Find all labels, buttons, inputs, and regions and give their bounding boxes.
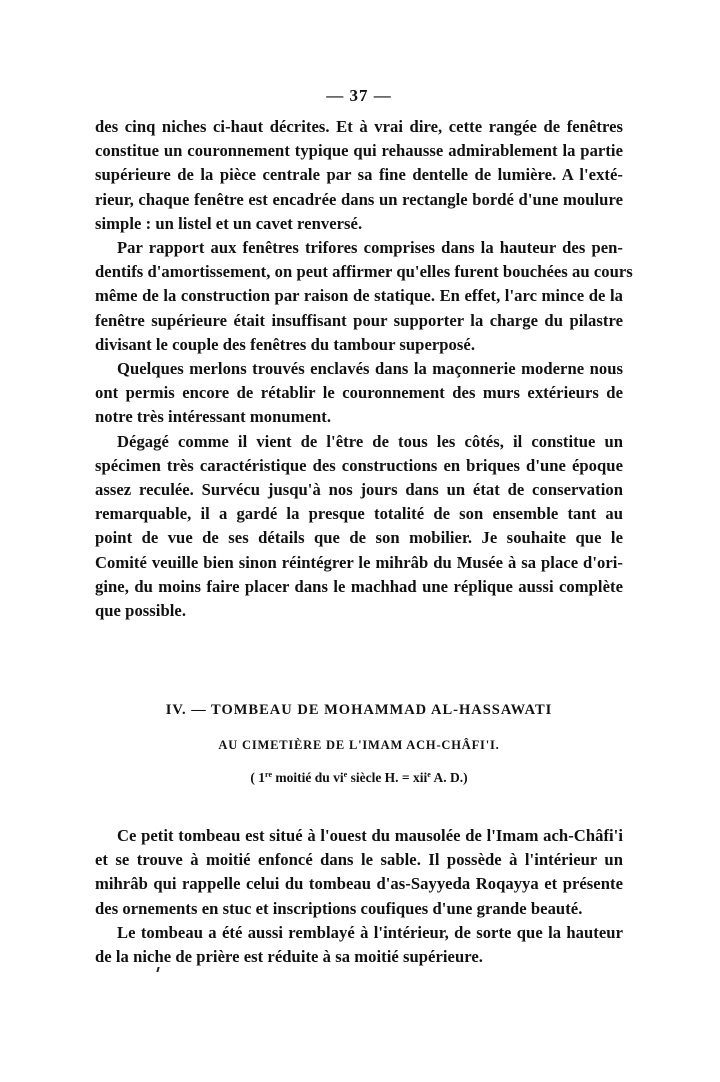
text-line: assez reculée. Survécu jusqu'à nos jours dans un état de conservation — [95, 480, 623, 500]
text-line: que possible. — [95, 601, 187, 621]
text-line: supérieure de la pièce centrale par sa fine dentelle de lumière. A l'exté- — [95, 165, 623, 185]
date-superscript: re — [265, 770, 272, 779]
date-text: A. D.) — [430, 770, 468, 785]
text-line: rieur, chaque fenêtre est encadrée dans un rectangle bordé d'une moulure — [95, 189, 623, 209]
paragraph — [95, 824, 623, 921]
text-line: gine, du moins faire placer dans le machhad une réplique aussi complète — [95, 576, 623, 596]
text-line: divisant le couple des fenêtres du tambour superposé. — [95, 334, 476, 354]
section-subtitle: AU CIMETIÈRE DE L'IMAM ACH-CHÂFI'I. — [218, 738, 500, 752]
paragraph — [95, 115, 623, 236]
date-superscript: e — [343, 770, 348, 779]
text-line: et se trouve à moitié enfoncé dans le sable. Il possède à l'intérieur un — [95, 850, 623, 870]
text-line: constitue un couronnement typique qui rehausse admirablement la partie — [95, 141, 623, 161]
section-1-body — [95, 115, 633, 623]
paragraph — [95, 236, 633, 357]
text-line: notre très intéressant monument. — [95, 407, 332, 427]
text-line: Comité veuille bien sinon réintégrer le mihrâb du Musée à sa place d'ori- — [95, 552, 623, 572]
text-line: ont permis encore de rétablir le couronnement des murs extérieurs de — [95, 383, 623, 403]
text-line: de la niche de prière est réduite à sa moitié supérieure. — [95, 947, 483, 967]
text-line: Quelques merlons trouvés enclavés dans la maçonnerie moderne nous — [117, 359, 623, 379]
text-line: spécimen très caractéristique des constructions en briques d'une époque — [95, 455, 623, 475]
section-date — [95, 770, 623, 786]
paragraph — [95, 430, 623, 624]
text-line: même de la construction par raison de statique. En effet, l'arc mince de la — [95, 286, 623, 306]
text-line: Par rapport aux fenêtres trifores comprises dans la hauteur des pen- — [117, 238, 623, 258]
paragraph — [95, 921, 623, 969]
date-text: siècle H. = xii — [347, 770, 428, 785]
text-line: des cinq niches ci-haut décrites. Et à vrai dire, cette rangée de fenêtres — [95, 117, 623, 136]
date-text: ( 1 — [250, 770, 266, 785]
text-line: Dégagé comme il vient de l'être de tous les côtés, il constitue un — [117, 431, 623, 451]
ink-speck — [156, 967, 159, 972]
text-line: remarquable, il a gardé la presque totalité de son ensemble tant au — [95, 504, 623, 524]
section-2-body — [95, 824, 623, 969]
text-line: simple : un listel et un cavet renversé. — [95, 213, 363, 233]
text-line: Le tombeau a été aussi remblayé à l'intérieur, de sorte que la hauteur — [117, 922, 623, 942]
text-line: des ornements en stuc et inscriptions coufiques d'une grande beauté. — [95, 898, 583, 918]
text-line: fenêtre supérieure était insuffisant pour supporter la charge du pilastre — [95, 310, 623, 330]
date-text: moitié du vi — [272, 770, 344, 785]
paragraph — [95, 357, 623, 430]
section-title: IV. — TOMBEAU DE MOHAMMAD AL-HASSAWATI — [165, 702, 553, 718]
page-number: — 37 — — [326, 86, 392, 105]
text-line: mihrâb qui rappelle celui du tombeau d'as-Sayyeda Roqayya et présente — [95, 874, 623, 894]
date-superscript: e — [427, 770, 431, 779]
text-line: dentifs d'amortissement, on peut affirmer qu'elles furent bouchées au cours — [95, 262, 633, 282]
text-line: Ce petit tombeau est situé à l'ouest du mausolée de l'Imam ach-Châfi'i — [117, 826, 623, 845]
text-line: point de vue de ses détails que de son mobilier. Je souhaite que le — [95, 528, 623, 548]
